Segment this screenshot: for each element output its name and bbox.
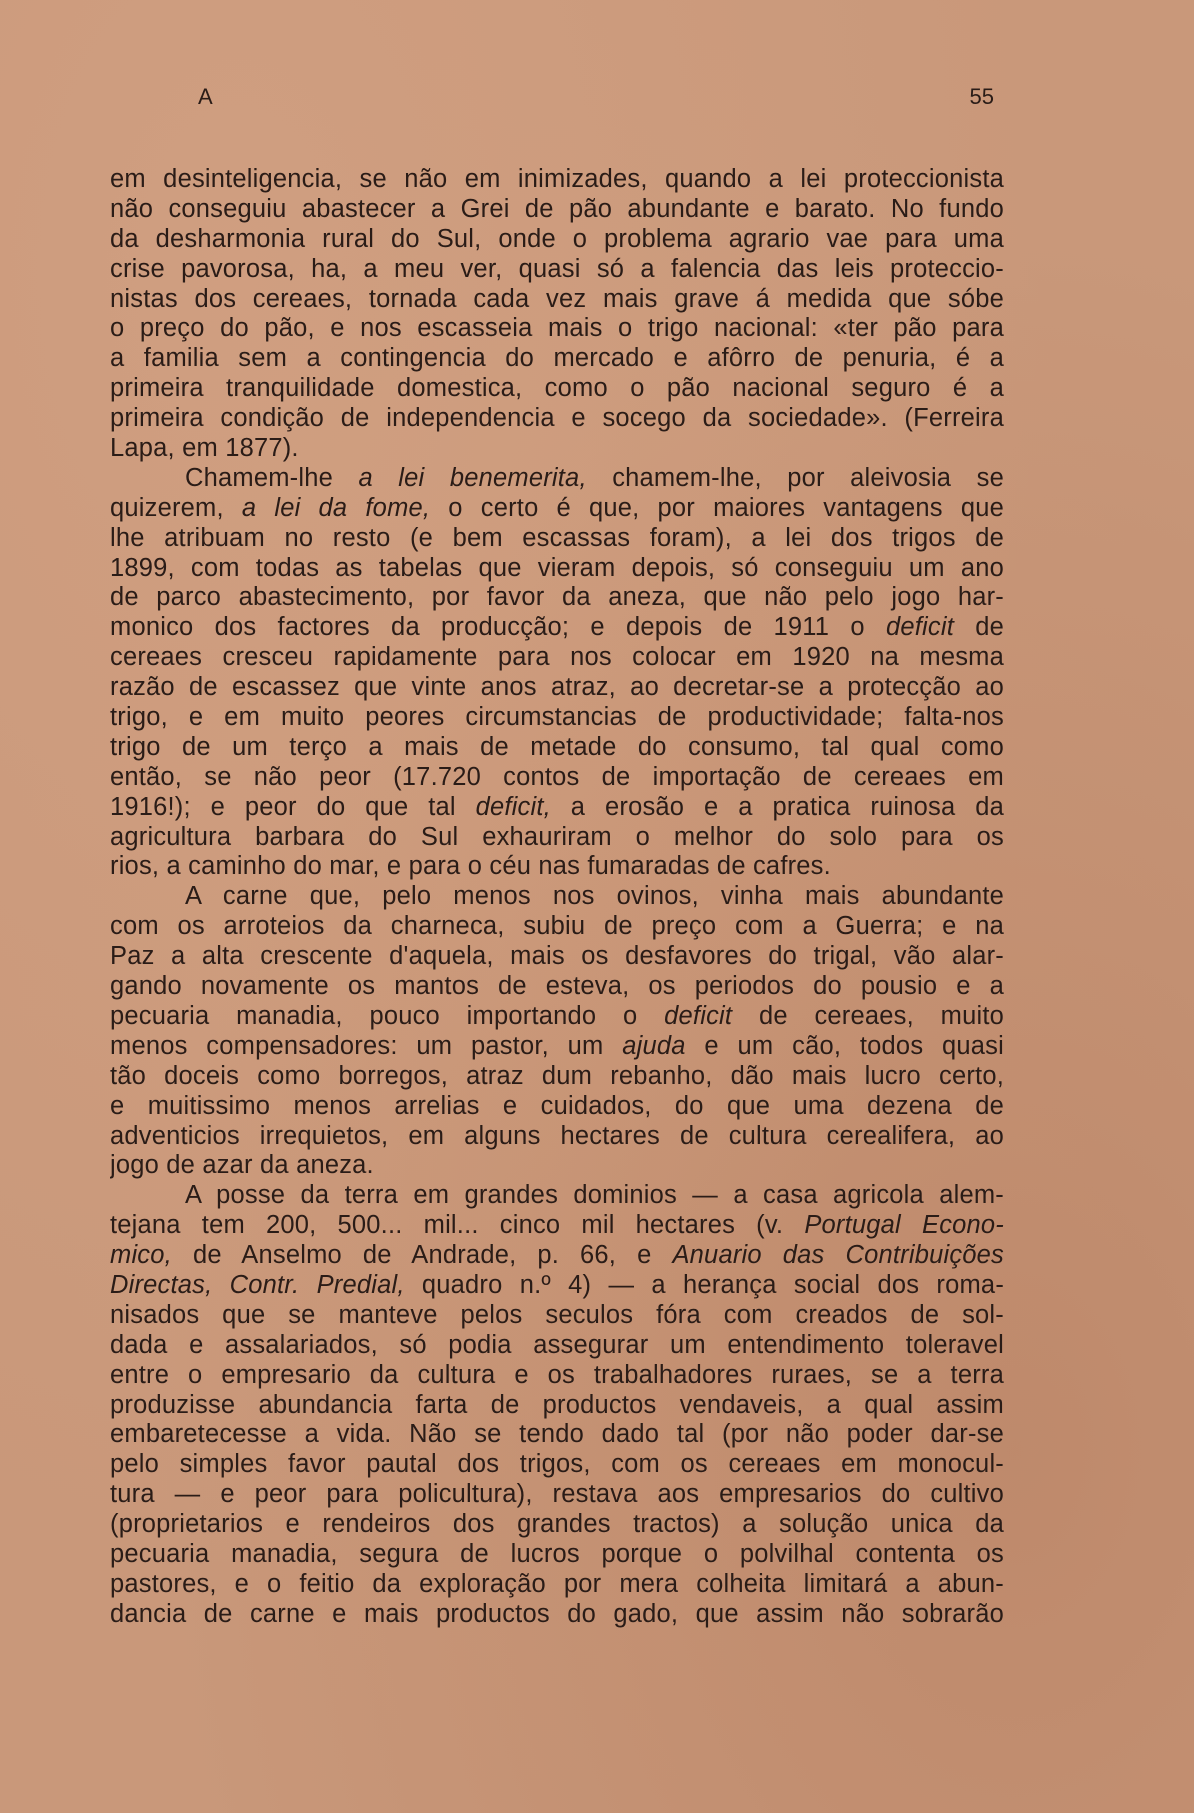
text-segment: de parco abastecimento, por favor da aneza, que não pelo jogo har- — [110, 583, 1004, 612]
text-line — [110, 1092, 1004, 1122]
text-segment: produzisse abundancia farta de productos vendaveis, a qual assim — [110, 1390, 1004, 1419]
text-line — [110, 942, 1004, 972]
text-segment: A posse da terra em grandes dominios — a casa agricola alem- — [185, 1181, 1004, 1210]
text-line — [110, 1510, 1004, 1540]
text-line — [110, 524, 1004, 554]
text-segment: nistas dos cereaes, tornada cada vez mais grave á medida que sóbe — [110, 284, 1004, 313]
text-segment: a erosão e a pratica ruinosa da — [550, 792, 1004, 821]
text-line — [110, 643, 1004, 673]
text-segment: a familia sem a contingencia do mercado e afôrro de penuria, é a — [110, 344, 1004, 373]
text-line — [110, 1002, 1004, 1032]
text-segment: Lapa, em 1877). — [110, 434, 299, 463]
text-line — [110, 314, 1004, 344]
italic-text: a lei benemerita, — [358, 463, 587, 492]
text-line — [110, 165, 1004, 195]
text-segment: pelo simples favor pautal dos trigos, com os cereaes em monocul- — [110, 1450, 1004, 1479]
text-segment: quizerem, — [110, 493, 242, 522]
text-line — [110, 703, 1004, 733]
text-line — [110, 404, 1004, 434]
text-line — [110, 1211, 1004, 1241]
text-line — [110, 1062, 1004, 1092]
text-line — [110, 733, 1004, 763]
text-line — [110, 434, 1004, 464]
text-line — [110, 793, 1004, 823]
text-segment: em desinteligencia, se não em inimizades, quando a lei proteccionista — [110, 165, 1004, 193]
text-line — [110, 344, 1004, 374]
text-line — [110, 852, 1004, 882]
text-segment: e muitissimo menos arrelias e cuidados, do que uma dezena de — [110, 1091, 1004, 1120]
text-segment: pecuaria manadia, pouco importando o — [110, 1001, 665, 1030]
text-line — [110, 1331, 1004, 1361]
italic-text: deficit — [885, 613, 954, 642]
text-segment: cereaes cresceu rapidamente para nos colocar em 1920 na mesma — [110, 643, 1004, 672]
text-segment: com os arroteios da charneca, subiu de preço com a Guerra; e na — [110, 912, 1004, 941]
text-segment: adventicios irrequietos, em alguns hectares de cultura cerealifera, ao — [110, 1121, 1004, 1150]
text-segment: trigo, e em muito peores circumstancias de productividade; falta-nos — [110, 703, 1004, 732]
text-segment: jogo de azar da aneza. — [110, 1151, 374, 1180]
text-line — [110, 912, 1004, 942]
text-segment: então, se não peor (17.720 contos de importação de cereaes em — [110, 762, 1004, 791]
text-segment: dada e assalariados, só podia assegurar um entendimento toleravel — [110, 1330, 1004, 1359]
italic-text: deficit, — [475, 792, 551, 821]
text-segment: embaretecesse a vida. Não se tendo dado tal (por não poder dar-se — [110, 1420, 1004, 1449]
text-line — [110, 1600, 1004, 1630]
text-segment: não conseguiu abastecer a Grei de pão abundante e barato. No fundo — [110, 194, 1004, 223]
text-segment: lhe atribuam no resto (e bem escassas foram), a lei dos trigos de — [110, 523, 1004, 552]
text-line — [110, 195, 1004, 225]
text-line — [110, 1271, 1004, 1301]
text-line — [110, 1420, 1004, 1450]
text-line — [110, 255, 1004, 285]
running-head-letter: A — [198, 84, 213, 109]
text-segment: tejana tem 200, 500... mil... cinco mil hectares (v. — [110, 1211, 805, 1240]
text-line — [110, 1540, 1004, 1570]
text-line — [110, 225, 1004, 255]
page-number: 55 — [969, 84, 994, 109]
text-segment: de — [954, 613, 1004, 642]
text-segment: primeira tranquilidade domestica, como o pão nacional seguro é a — [110, 374, 1004, 403]
text-segment: (proprietarios e rendeiros dos grandes tractos) a solução unica da — [110, 1510, 1004, 1539]
italic-text: a lei da fome, — [241, 493, 431, 522]
text-line — [110, 464, 1004, 494]
text-line — [110, 673, 1004, 703]
text-line — [110, 823, 1004, 853]
italic-text: mico, — [110, 1241, 172, 1270]
text-line — [110, 1181, 1004, 1211]
text-line — [110, 882, 1004, 912]
text-segment: primeira condição de independencia e socego da sociedade». (Ferreira — [110, 404, 1004, 433]
text-line — [110, 1301, 1004, 1331]
italic-text: Portugal Econo- — [804, 1211, 1004, 1240]
text-segment: pastores, e o feitio da exploração por mera colheita limitará a abun- — [110, 1569, 1004, 1598]
text-segment: crise pavorosa, ha, a meu ver, quasi só a falencia das leis proteccio- — [110, 254, 1004, 283]
text-segment: quadro n.º 4) — a herança social dos roma- — [404, 1270, 1004, 1299]
text-line — [110, 1241, 1004, 1271]
text-segment: chamem-lhe, por aleivosia se — [586, 463, 1004, 492]
text-segment: de Anselmo de Andrade, p. 66, e — [171, 1241, 673, 1270]
text-segment: nisados que se manteve pelos seculos fóra com creados de sol- — [110, 1300, 1004, 1329]
text-segment: Chamem-lhe — [185, 463, 359, 492]
text-segment: rios, a caminho do mar, e para o céu nas fumaradas de cafres. — [110, 852, 831, 881]
text-segment: agricultura barbara do Sul exhauriram o melhor do solo para os — [110, 822, 1004, 851]
text-line — [110, 1391, 1004, 1421]
text-line — [110, 494, 1004, 524]
text-line — [110, 285, 1004, 315]
running-head — [198, 84, 994, 116]
italic-text: Directas, Contr. Predial, — [110, 1270, 405, 1299]
text-segment: menos compensadores: um pastor, um — [110, 1031, 623, 1060]
text-segment: entre o empresario da cultura e os trabalhadores ruraes, se a terra — [110, 1360, 1004, 1389]
text-line — [110, 613, 1004, 643]
text-segment: o preço do pão, e nos escasseia mais o trigo nacional: «ter pão para — [110, 314, 1004, 343]
text-segment: tão doceis como borregos, atraz dum rebanho, dão mais lucro certo, — [110, 1061, 1004, 1090]
italic-text: Anuario das Contribuições — [672, 1241, 1004, 1270]
body-text — [110, 165, 1004, 1630]
text-line — [110, 1361, 1004, 1391]
italic-text: deficit — [664, 1001, 733, 1030]
text-segment: monico dos factores da producção; e depois de 1911 o — [110, 613, 886, 642]
text-segment: da desharmonia rural do Sul, onde o problema agrario vae para uma — [110, 224, 1004, 253]
text-line — [110, 763, 1004, 793]
text-segment: Paz a alta crescente d'aquela, mais os desfavores do trigal, vão alar- — [110, 942, 1004, 971]
text-line — [110, 583, 1004, 613]
text-line — [110, 972, 1004, 1002]
text-line — [110, 374, 1004, 404]
text-segment: 1899, com todas as tabelas que vieram depois, só conseguiu um ano — [110, 553, 1004, 582]
text-line — [110, 554, 1004, 584]
text-segment: tura — e peor para policultura), restava aos empresarios do cultivo — [110, 1480, 1004, 1509]
text-segment: de cereaes, muito — [732, 1001, 1004, 1030]
text-segment: pecuaria manadia, segura de lucros porque o polvilhal contenta os — [110, 1539, 1004, 1568]
text-line — [110, 1480, 1004, 1510]
text-segment: gando novamente os mantos de esteva, os periodos do pousio e a — [110, 972, 1004, 1001]
text-segment: e um cão, todos quasi — [685, 1031, 1004, 1060]
text-segment: A carne que, pelo menos nos ovinos, vinha mais abundante — [185, 882, 1004, 911]
text-line — [110, 1032, 1004, 1062]
text-line — [110, 1570, 1004, 1600]
text-line — [110, 1450, 1004, 1480]
text-segment: trigo de um terço a mais de metade do consumo, tal qual como — [110, 732, 1004, 761]
text-segment: razão de escassez que vinte anos atraz, ao decretar-se a protecção ao — [110, 673, 1004, 702]
italic-text: ajuda — [622, 1031, 686, 1060]
text-line — [110, 1122, 1004, 1152]
text-segment: dancia de carne e mais productos do gado, que assim não sobrarão — [110, 1599, 1004, 1628]
text-line — [110, 1151, 1004, 1181]
text-segment: o certo é que, por maiores vantagens que — [430, 493, 1004, 522]
text-segment: 1916!); e peor do que tal — [110, 792, 476, 821]
